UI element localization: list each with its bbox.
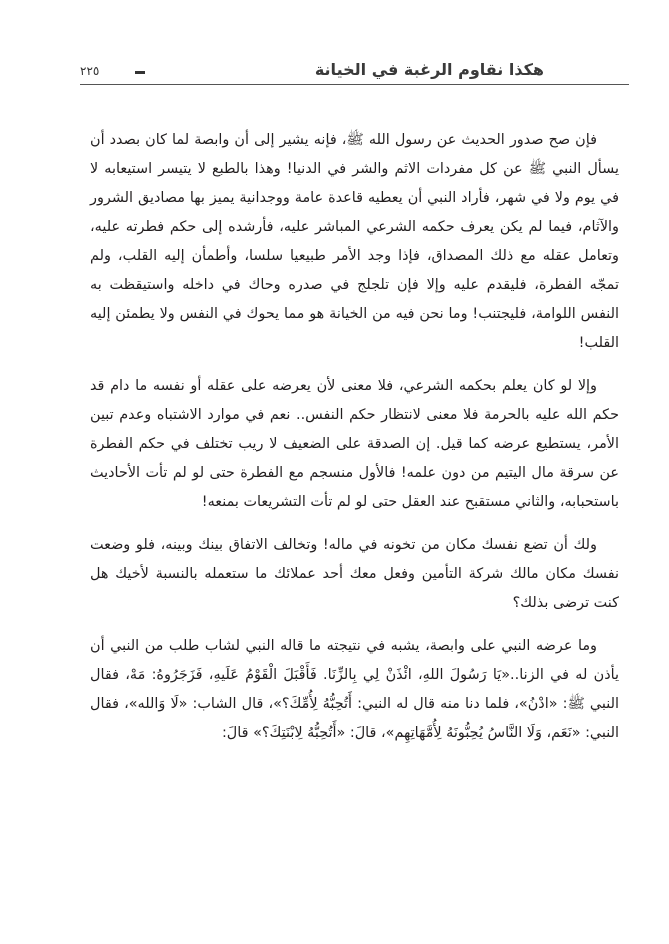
paragraph: فإن صح صدور الحديث عن رسول الله ﷺ، فإنه يشير إلى أن وابصة لما كان بصدد أن يسأل النبي ﷺ عن كل مفردات الاثم والشر في الدنيا! وهذا بالطبع لا يتيسر استيعابه لا في يوم ولا في شهر، فأراد النبي أن يعطيه قاعدة عامة ووجدانية يميز بها مصاديق الشرور والآثام، فيما لم يكن يعرف حكمه الشرعي المباشر عليه، فأرشده إلى حكم فطرته عليه، وتعامل عقله مع ذلك المصداق، فإذا وجد الأمر طبيعيا سلسا، وأطمأن إليه القلب، ولم تمجّه الفطرة، فليقدم عليه وإلا فإن تلجلج في صدره وحاك في داخله واستيقظت به النفس اللوامة، فليجتنب! وما نحن فيه من الخيانة هو مما يحوك في النفس ولا يطمئن إليه القلب! <box>90 132 619 351</box>
page-number: ٢٢٥ <box>80 64 100 78</box>
paragraph: وما عرضه النبي على وابصة، يشبه في نتيجته ما قاله النبي لشاب طلب من النبي أن يأذن له في الزنا..«يَا رَسُولَ اللهِ، ائْذَنْ لِي بِالزِّنَا. فَأَقْبَلَ الْقَوْمُ عَلَيهِ، فَزَجَرُوهُ: مَهْ، فقال النبي ﷺ: «ادْنُ»، فلما دنا منه قال له النبي: أَتُحِبُّهُ لِأُمِّكَ؟»، قال الشاب: «لَا وَالله»، فقال النبي: «نَعَم، وَلَا النَّاسُ يُحِبُّونَهُ لِأُمَّهَاتِهِم»، قالَ: «أَتُحِبُّهُ لِابْنَتِكَ؟» قالَ: <box>90 638 619 741</box>
paragraph: ولك أن تضع نفسك مكان من تخونه في ماله! وتخالف الاتفاق بينك وبينه، فلو وضعت نفسك مكان مالك شركة التأمين وفعل معك أحد عملائك ما ستعمله بالنسبة لأخيك هل كنت ترضى بذلك؟ <box>90 537 619 611</box>
paragraph: وإلا لو كان يعلم بحكمه الشرعي، فلا معنى لأن يعرضه على عقله أو نفسه ما دام قد حكم الله عليه بالحرمة فلا معنى لانتظار حكم النفس.. نعم في موارد الاشتباه وعدم تبين الأمر، يستطيع عرضه كما قيل. إن الصدقة على الضعيف لا ريب تختلف في حكم الفطرة عن سرقة مال اليتيم من دون علمه! فالأول منسجم مع الفطرة حتى لو لم تأت الأحاديث باستحبابه، والثاني مستقبح عند العقل حتى لو لم تأت التشريعات بمنعه! <box>90 378 619 510</box>
running-title: هكذا نقاوم الرغبة في الخيانة <box>314 60 544 79</box>
page-header <box>80 58 629 88</box>
body-text <box>90 126 619 748</box>
header-rule <box>80 84 629 85</box>
header-dash-mark <box>135 71 145 74</box>
